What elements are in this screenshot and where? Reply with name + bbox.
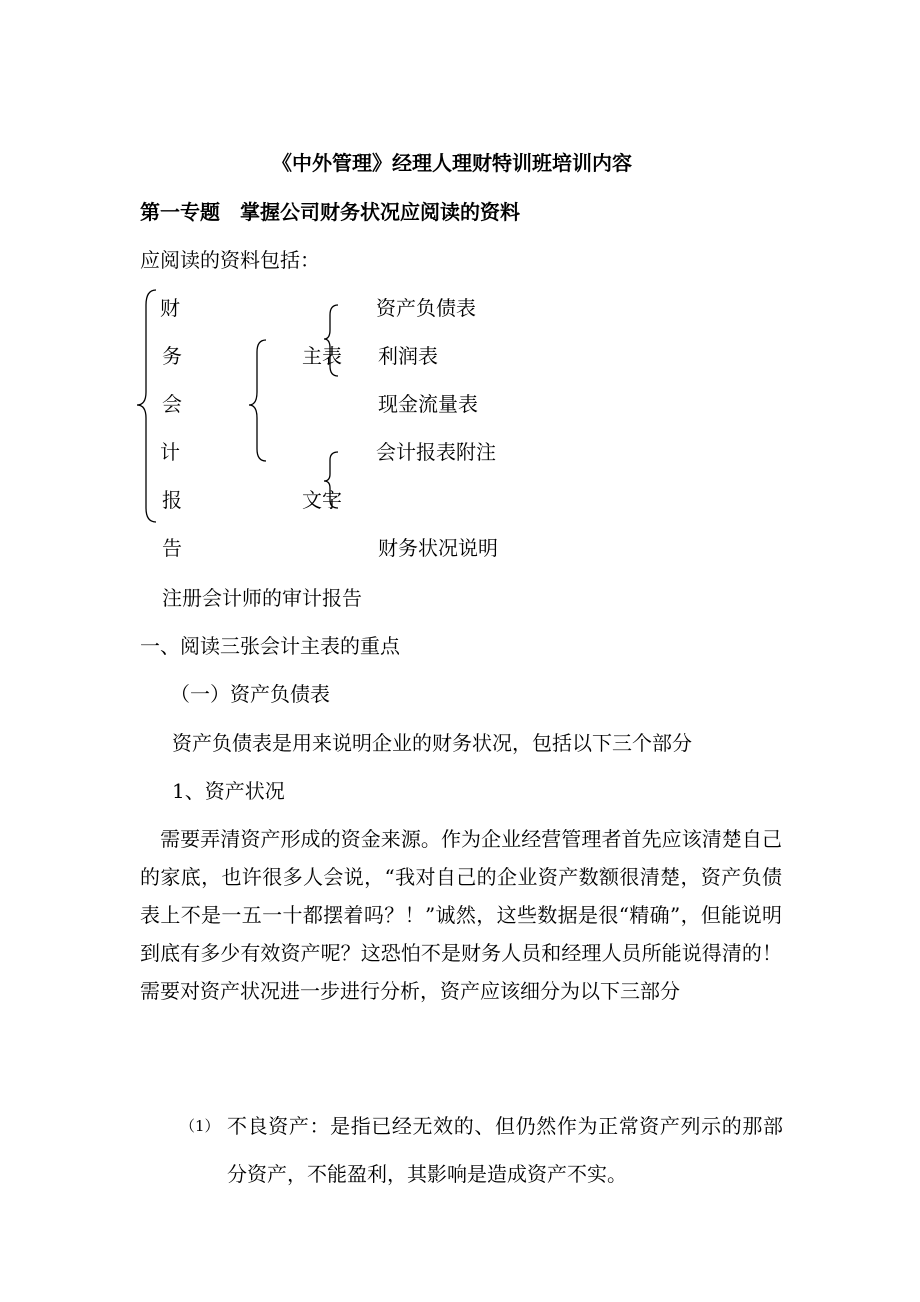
report-char: 报: [162, 488, 182, 512]
text-item: 会计报表附注: [376, 440, 496, 464]
report-char: 告: [162, 536, 182, 560]
text-materials-label: 文字: [302, 488, 342, 512]
report-char: 财: [160, 296, 180, 320]
report-char: 计: [160, 440, 180, 464]
main-statements-label: 主表: [302, 344, 342, 368]
document-title: 《中外管理》经理人理财特训班培训内容: [272, 151, 632, 175]
statement-item: 利润表: [378, 344, 438, 368]
item-text: 不良资产：是指已经无效的、但仍然作为正常资产列示的那部分资产，不能盈利，其影响是造成资产不实。: [227, 1114, 783, 1186]
report-char: 会: [162, 392, 182, 416]
audit-report-item: 注册会计师的审计报告: [162, 586, 362, 610]
item-number: （1）: [180, 1117, 220, 1135]
statement-item: 资产负债表: [376, 296, 476, 320]
statement-item: 现金流量表: [378, 392, 478, 416]
report-char: 务: [162, 344, 182, 368]
middle-bracket: [249, 340, 266, 461]
section-heading: 一、阅读三张会计主表的重点: [140, 634, 400, 658]
topic-heading: 第一专题 掌握公司财务状况应阅读的资料: [140, 200, 520, 224]
text-item: 财务状况说明: [378, 536, 498, 560]
subsection-heading: （一）资产负债表: [170, 682, 330, 706]
point-heading: 1、资产状况: [172, 779, 285, 803]
materials-intro: 应阅读的资料包括：: [140, 248, 320, 272]
balance-sheet-intro: 资产负债表是用来说明企业的财务状况，包括以下三个部分: [172, 731, 692, 755]
body-paragraph: 需要弄清资产形成的资金来源。作为企业经营管理者首先应该清楚自己的家底，也许很多人会说，“我对自己的企业资产数额很清楚，资产负债表上不是一五一十都摆着吗？！”诚然，这些数据是很“精确”，但能说明到底有多少有效资产呢？这恐怕不是财务人员和经理人员所能说得清的！需要对资产状况进一步进行分析，资产应该细分为以下三部分: [140, 827, 782, 1003]
outer-bracket: [137, 290, 156, 522]
